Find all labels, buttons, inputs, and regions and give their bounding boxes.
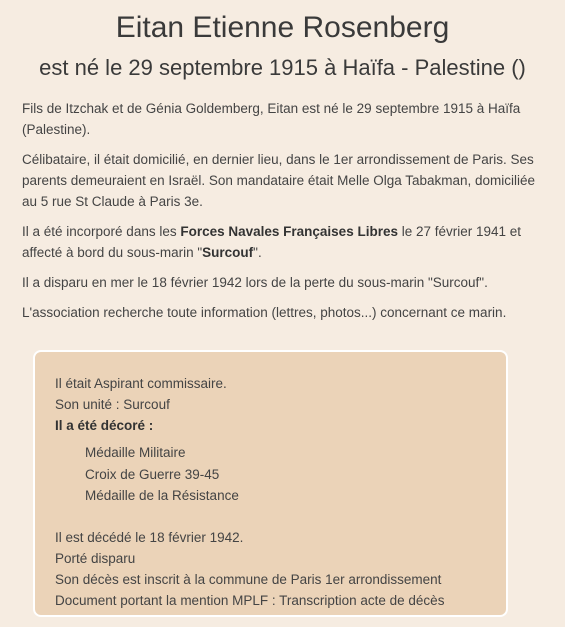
document-line: Document portant la mention MPLF : Transcription acte de décès [55,592,445,608]
decoration-item: Médaille Militaire [85,445,186,460]
bio-enlistment-text-3: ". [253,245,262,260]
bio-appeal: L'association recherche toute information (lettres, photos...) concernant ce marin. [22,305,507,320]
service-record-card [33,350,508,617]
decoration-item: Croix de Guerre 39-45 [85,466,220,482]
decoration-item: Médaille de la Résistance [85,488,239,503]
bio-enlistment [22,221,552,263]
spacer [55,507,486,527]
unit-line: Son unité : Surcouf [55,397,170,412]
decorations-label: Il a été décoré : [55,418,154,433]
bio-parents: Fils de Itzchak et de Génia Goldemberg, Eitan est né le 29 septembre 1915 à Haïfa (Palestine). [22,101,521,137]
submarine-name: Surcouf [202,245,254,260]
bio-disappearance: Il a disparu en mer le 18 février 1942 lors de la perte du sous-marin "Surcouf". [22,275,488,290]
death-line: Il est décédé le 18 février 1942. [55,529,244,545]
bio-enlistment-text-2: le 27 février 1941 et affecté à bord du sous-marin " [22,224,522,260]
status-line: Porté disparu [55,550,136,566]
person-name-heading: Eitan Etienne Rosenberg [115,11,450,44]
registration-line: Son décès est inscrit à la commune de Paris 1er arrondissement [55,571,442,587]
rank-line: Il était Aspirant commissaire. [55,376,227,391]
birth-subheading: est né le 29 septembre 1915 à Haïfa - Palestine () [39,55,526,80]
biography [22,98,552,332]
bio-residence: Célibataire, il était domicilié, en dernier lieu, dans le 1er arrondissement de Paris. Ses parents demeuraient en Israël. Son mandataire était Melle Olga Tabakman, domiciliée au 5 rue St Claude à Paris 3e. [22,152,536,209]
fnfl-name: Forces Navales Françaises Libres [180,224,398,239]
decorations-list [55,442,486,507]
bio-enlistment-text-1: Il a été incorporé dans les [22,224,181,239]
